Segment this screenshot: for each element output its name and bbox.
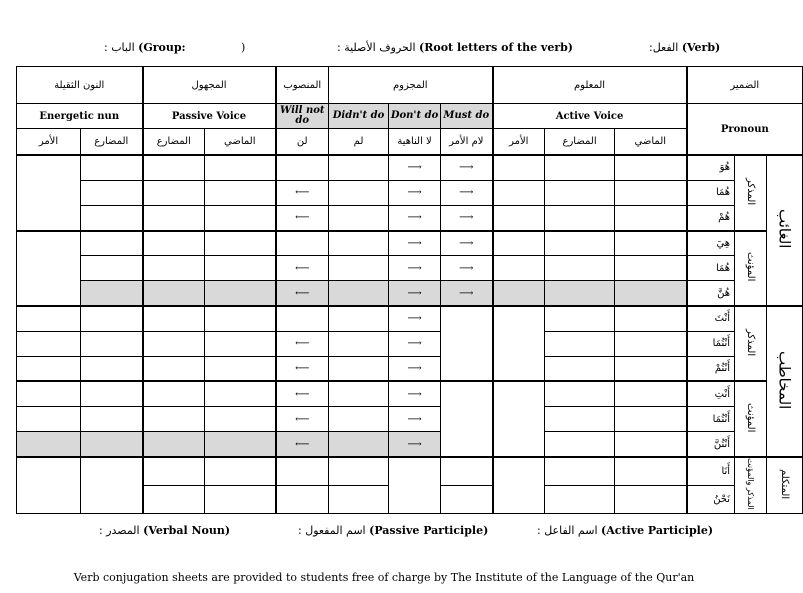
cell[interactable] (17, 457, 81, 514)
pronoun-cell: هُوَ (687, 155, 735, 180)
passive-voice-title-en: Passive Voice (143, 104, 276, 129)
cell[interactable] (493, 381, 545, 456)
active-voice-title-ar: المعلوم (493, 67, 687, 104)
cell[interactable] (545, 407, 615, 432)
cell[interactable] (329, 231, 389, 256)
arrow-right-icon: ⟶ (389, 432, 441, 457)
mudhakkar-muannath-label: المذكر والمؤنث (746, 458, 756, 510)
passive-participle-en: (Passive Participle) (369, 524, 489, 537)
arrow-right-icon: ⟶ (389, 256, 441, 281)
cell[interactable] (81, 180, 143, 205)
cell[interactable] (276, 155, 329, 180)
lan-header: لن (276, 129, 329, 155)
mansub-title: المنصوب (276, 67, 329, 104)
arrow-right-icon: ⟶ (389, 306, 441, 331)
cell[interactable] (441, 457, 493, 485)
arrow-right-icon: ⟶ (441, 231, 493, 256)
cell[interactable] (81, 205, 143, 230)
cell[interactable] (81, 457, 143, 514)
pronoun-cell: هُمَا (687, 180, 735, 205)
cell[interactable] (615, 205, 687, 230)
cell[interactable] (329, 281, 389, 306)
cell[interactable] (143, 180, 205, 205)
cell[interactable] (545, 306, 615, 331)
didnt-do-label: Didn't do (329, 104, 389, 129)
arrow-right-icon: ⟶ (441, 256, 493, 281)
arrow-right-icon: ⟶ (389, 381, 441, 406)
cell[interactable] (276, 457, 329, 485)
cell[interactable] (615, 306, 687, 331)
cell[interactable] (329, 485, 389, 513)
cell[interactable] (545, 155, 615, 180)
subgroup-ghaib-muannath (735, 231, 767, 306)
cell[interactable] (143, 356, 205, 381)
cell[interactable] (205, 331, 276, 356)
table-row (17, 457, 803, 485)
cell[interactable] (81, 256, 143, 281)
pronoun-cell: هُنَّ (687, 281, 735, 306)
verbal-noun-en: (Verbal Noun) (143, 524, 231, 537)
cell[interactable] (329, 356, 389, 381)
cell[interactable] (329, 205, 389, 230)
arrow-right-icon: ⟶ (441, 155, 493, 180)
cell[interactable] (143, 331, 205, 356)
subgroup-mukhatab-muannath (735, 381, 767, 456)
table-row (17, 331, 803, 356)
arrow-right-icon: ⟶ (389, 231, 441, 256)
cell[interactable] (81, 407, 143, 432)
pronoun-cell: أَنْتِ (687, 381, 735, 406)
table-row (17, 306, 803, 331)
cell[interactable] (329, 155, 389, 180)
cell[interactable] (615, 231, 687, 256)
cell[interactable] (17, 407, 81, 432)
cell[interactable] (545, 485, 615, 513)
table-row (17, 231, 803, 256)
energetic-nun-title-en: Energetic nun (17, 104, 143, 129)
passive-madi-header: الماضي (205, 129, 276, 155)
arrow-left-icon: ⟵ (276, 381, 329, 406)
cell[interactable] (615, 485, 687, 513)
cell[interactable] (276, 231, 329, 256)
group-label-en: (Group: (138, 41, 186, 54)
cell[interactable] (81, 331, 143, 356)
root-letters-label (337, 41, 573, 54)
arrow-right-icon: ⟶ (389, 281, 441, 306)
cell[interactable] (81, 306, 143, 331)
cell[interactable] (205, 256, 276, 281)
passive-participle-ar: اسم المفعول : (298, 524, 366, 537)
pronoun-cell: أَنَا (687, 457, 735, 485)
cell[interactable] (81, 381, 143, 406)
cell[interactable] (205, 281, 276, 306)
cell[interactable] (441, 381, 493, 456)
cell[interactable] (329, 381, 389, 406)
cell[interactable] (441, 485, 493, 513)
cell[interactable] (329, 306, 389, 331)
cell[interactable] (545, 356, 615, 381)
ghaib-label: الغائب (775, 209, 794, 249)
arrow-left-icon: ⟵ (276, 331, 329, 356)
credit-line: Verb conjugation sheets are provided to students free of charge by The Institute of the Language of the Qur'an (73, 571, 695, 584)
muannath-label: المؤنث (745, 252, 757, 282)
cell[interactable] (615, 432, 687, 457)
pronoun-cell: هُمَا (687, 256, 735, 281)
active-madi-header: الماضي (615, 129, 687, 155)
arrow-right-icon: ⟶ (441, 205, 493, 230)
verb-label-en: (Verb) (681, 41, 721, 54)
cell[interactable] (615, 457, 687, 485)
passive-voice-title-ar: المجهول (143, 67, 276, 104)
cell[interactable] (493, 231, 545, 256)
group-mukhatab (767, 306, 803, 457)
table-row (17, 256, 803, 281)
cell[interactable] (205, 231, 276, 256)
cell[interactable] (17, 231, 81, 306)
table-row (17, 180, 803, 205)
verbal-noun-label (99, 524, 230, 537)
cell[interactable] (276, 485, 329, 513)
cell[interactable] (143, 205, 205, 230)
cell[interactable] (276, 306, 329, 331)
cell[interactable] (17, 331, 81, 356)
cell[interactable] (545, 381, 615, 406)
cell[interactable] (17, 356, 81, 381)
passive-mudari-header: المضارع (143, 129, 205, 155)
lam-header: لم (329, 129, 389, 155)
pronoun-cell: أَنْتُمَا (687, 331, 735, 356)
cell[interactable] (545, 205, 615, 230)
cell[interactable] (615, 281, 687, 306)
mudhakkar-label: المذكر (745, 177, 757, 205)
energetic-mudari-header: المضارع (81, 129, 143, 155)
subgroup-ghaib-mudhakkar (735, 155, 767, 230)
cell[interactable] (205, 381, 276, 406)
muannath-label: المؤنث (745, 403, 757, 433)
pronoun-cell: هُمْ (687, 205, 735, 230)
cell[interactable] (205, 432, 276, 457)
pronoun-title-ar: الضمير (687, 67, 803, 104)
pronoun-cell: أَنْتُمْ (687, 356, 735, 381)
cell[interactable] (143, 485, 205, 513)
bab-label-ar: الباب : (104, 41, 135, 54)
cell[interactable] (205, 407, 276, 432)
cell[interactable] (545, 256, 615, 281)
cell[interactable] (615, 407, 687, 432)
subgroup-mutakallim (735, 457, 767, 514)
group-label (104, 41, 186, 54)
arrow-left-icon: ⟵ (276, 356, 329, 381)
cell[interactable] (143, 155, 205, 180)
cell[interactable] (143, 381, 205, 406)
pronoun-cell: أَنْتُمَا (687, 407, 735, 432)
dont-do-label: Don't do (389, 104, 441, 129)
cell[interactable] (143, 256, 205, 281)
cell[interactable] (17, 306, 81, 331)
cell[interactable] (205, 306, 276, 331)
cell[interactable] (81, 356, 143, 381)
cell[interactable] (329, 457, 389, 485)
mukhatab-label: المخاطب (775, 350, 794, 410)
cell[interactable] (493, 457, 545, 514)
arrow-right-icon: ⟶ (389, 407, 441, 432)
cell[interactable] (615, 381, 687, 406)
cell[interactable] (493, 256, 545, 281)
table-row (17, 205, 803, 230)
pronoun-title-en: Pronoun (687, 104, 803, 155)
active-participle-ar: اسم الفاعل : (537, 524, 598, 537)
cell[interactable] (493, 281, 545, 306)
cell[interactable] (545, 457, 615, 485)
arrow-left-icon: ⟵ (276, 205, 329, 230)
root-letters-ar: الحروف الأصلية : (337, 41, 416, 54)
arrow-right-icon: ⟶ (441, 281, 493, 306)
active-mudari-header: المضارع (545, 129, 615, 155)
arrow-right-icon: ⟶ (389, 205, 441, 230)
arrow-left-icon: ⟵ (276, 432, 329, 457)
cell[interactable] (143, 432, 205, 457)
cell[interactable] (389, 457, 441, 514)
arrow-left-icon: ⟵ (276, 180, 329, 205)
cell[interactable] (17, 432, 81, 457)
cell[interactable] (17, 381, 81, 406)
mudhakkar-label: المذكر (745, 328, 757, 356)
table-row (17, 155, 803, 180)
group-close: ) (241, 41, 246, 54)
cell[interactable] (205, 155, 276, 180)
cell[interactable] (329, 180, 389, 205)
cell[interactable] (615, 180, 687, 205)
table-row (17, 432, 803, 457)
verb-label-ar: الفعل: (649, 41, 679, 54)
energetic-amr-header: الأمر (17, 129, 81, 155)
cell[interactable] (143, 407, 205, 432)
majzum-title: المجزوم (329, 67, 493, 104)
cell[interactable] (205, 180, 276, 205)
cell[interactable] (615, 356, 687, 381)
arrow-right-icon: ⟶ (389, 331, 441, 356)
mutakallim-label: المتكلم (779, 468, 791, 500)
cell[interactable] (81, 155, 143, 180)
lam-amr-header: لام الأمر (441, 129, 493, 155)
conjugation-table (16, 66, 803, 514)
cell[interactable] (329, 256, 389, 281)
arrow-right-icon: ⟶ (441, 180, 493, 205)
energetic-nun-title-ar: النون الثقيلة (17, 67, 143, 104)
cell[interactable] (615, 155, 687, 180)
table-row (17, 381, 803, 406)
active-participle-en: (Active Participle) (601, 524, 714, 537)
verbal-noun-ar: المصدر : (99, 524, 140, 537)
table-row (17, 356, 803, 381)
cell[interactable] (329, 432, 389, 457)
will-not-do-label: Will not do (276, 104, 329, 129)
pronoun-cell: أَنْتُنَّ (687, 432, 735, 457)
must-do-label: Must do (441, 104, 493, 129)
cell[interactable] (545, 331, 615, 356)
group-mutakallim (767, 457, 803, 514)
arrow-left-icon: ⟵ (276, 256, 329, 281)
cell[interactable] (545, 231, 615, 256)
cell[interactable] (143, 457, 205, 485)
arrow-left-icon: ⟵ (276, 281, 329, 306)
cell[interactable] (329, 407, 389, 432)
cell[interactable] (615, 256, 687, 281)
pronoun-cell: أَنْتَ (687, 306, 735, 331)
cell[interactable] (81, 432, 143, 457)
cell[interactable] (329, 331, 389, 356)
verb-label (649, 41, 720, 54)
root-letters-en: (Root letters of the verb) (419, 41, 574, 54)
la-nahiya-header: لا الناهية (389, 129, 441, 155)
arrow-right-icon: ⟶ (389, 180, 441, 205)
active-amr-header: الأمر (493, 129, 545, 155)
arrow-left-icon: ⟵ (276, 407, 329, 432)
cell[interactable] (205, 457, 276, 485)
cell[interactable] (545, 180, 615, 205)
cell[interactable] (81, 281, 143, 306)
cell[interactable] (615, 331, 687, 356)
active-voice-title-en: Active Voice (493, 104, 687, 129)
cell[interactable] (493, 155, 545, 180)
subgroup-mukhatab-mudhakkar (735, 306, 767, 381)
cell[interactable] (493, 205, 545, 230)
cell[interactable] (205, 205, 276, 230)
group-ghaib (767, 155, 803, 306)
cell[interactable] (81, 231, 143, 256)
cell[interactable] (17, 155, 81, 230)
cell[interactable] (493, 180, 545, 205)
table-row (17, 281, 803, 306)
passive-participle-label (298, 524, 488, 537)
cell[interactable] (205, 356, 276, 381)
cell[interactable] (545, 432, 615, 457)
arrow-right-icon: ⟶ (389, 155, 441, 180)
cell[interactable] (493, 306, 545, 381)
active-participle-label (537, 524, 713, 537)
pronoun-cell: هِيَ (687, 231, 735, 256)
cell[interactable] (205, 485, 276, 513)
arrow-right-icon: ⟶ (389, 356, 441, 381)
cell[interactable] (545, 281, 615, 306)
cell[interactable] (143, 231, 205, 256)
cell[interactable] (143, 306, 205, 331)
cell[interactable] (143, 281, 205, 306)
pronoun-cell: نَحْنُ (687, 485, 735, 513)
table-row (17, 407, 803, 432)
cell[interactable] (441, 306, 493, 381)
